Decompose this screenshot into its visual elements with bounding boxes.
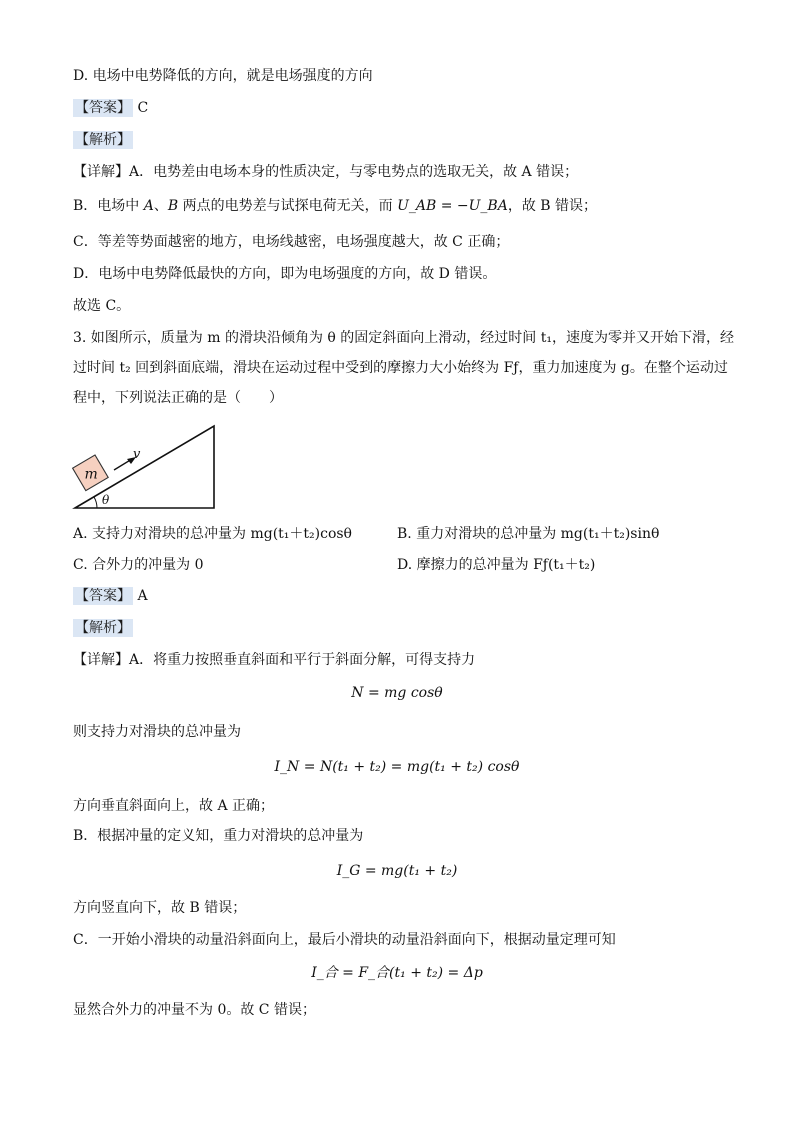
analysis-line <box>73 130 133 150</box>
point-a: A <box>143 198 154 214</box>
conclusion: 故选 C。 <box>73 298 131 314</box>
velocity-label: v <box>133 447 141 462</box>
option-d-q3: D. 摩擦力的总冲量为 Fƒ(t₁＋t₂) <box>397 557 596 573</box>
detail-c: C．等差等势面越密的地方，电场线越密，电场强度越大，故 C 正确； <box>73 234 510 250</box>
uab-equation: U_AB = −U_BA <box>397 198 508 214</box>
angle-arc <box>94 497 97 508</box>
option-c: C. 合外力的冲量为 0 <box>73 557 204 573</box>
q3-detail-c: C．一开始小滑块的动量沿斜面向上，最后小滑块的动量沿斜面向下，根据动量定理可知 <box>73 932 616 948</box>
impulse-n-intro: 则支持力对滑块的总冲量为 <box>73 724 241 740</box>
detail-a: 【详解】A．电势差由电场本身的性质决定，与零电势点的选取无关，故 A 错误； <box>73 164 579 180</box>
option-a: A. 支持力对滑块的总冲量为 mg(t₁＋t₂)cosθ <box>73 526 352 542</box>
option-b: B. 重力对滑块的总冲量为 mg(t₁＋t₂)sinθ <box>397 526 660 542</box>
q3-analysis-line <box>73 618 133 638</box>
angle-label: θ <box>102 493 110 507</box>
block <box>73 455 109 491</box>
q3-detail-b: B．根据冲量的定义知，重力对滑块的总冲量为 <box>73 828 364 844</box>
q3-conclusion-b: 方向竖直向下，故 B 错误； <box>73 900 247 916</box>
q3-stem-line2: 过时间 t₂ 回到斜面底端，滑块在运动过程中受到的摩擦力大小始终为 Fƒ，重力加速度为 g。在整个运动过 <box>73 360 728 376</box>
q3-stem-line1: 3. 如图所示，质量为 m 的滑块沿倾角为 θ 的固定斜面向上滑动，经过时间 t₁，速度为零并又开始下滑，经 <box>73 330 734 346</box>
equation-in: I_N = N(t₁ + t₂) = mg(t₁ + t₂) cosθ <box>274 759 520 775</box>
q3-answer-tag: 【答案】 <box>75 588 131 604</box>
detail-b-pre: B．电场中 <box>73 198 144 214</box>
answer-value: C <box>137 100 149 116</box>
equation-n: N = mg cosθ <box>351 685 443 701</box>
q3-detail-a: 【详解】A．将重力按照垂直斜面和平行于斜面分解，可得支持力 <box>73 652 476 668</box>
q3-conclusion-a: 方向垂直斜面向上，故 A 正确； <box>73 798 275 814</box>
block-label: m <box>84 466 98 483</box>
incline-figure <box>70 420 220 512</box>
answer-tag: 【答案】 <box>75 100 131 116</box>
detail-b <box>73 196 597 216</box>
option-d: D. 电场中电势降低的方向，就是电场强度的方向 <box>73 68 373 84</box>
point-b: B <box>167 198 179 214</box>
analysis-tag: 【解析】 <box>75 132 131 148</box>
q3-conclusion-c: 显然合外力的冲量不为 0。故 C 错误； <box>73 1002 316 1018</box>
q3-answer-line <box>73 586 148 606</box>
equation-ig: I_G = mg(t₁ + t₂) <box>336 863 458 879</box>
detail-b-post: 两点的电势差与试探电荷无关，而 <box>178 198 398 214</box>
q3-answer-value: A <box>137 588 148 604</box>
detail-b-mid: 、 <box>153 198 168 214</box>
q3-stem-line3: 程中，下列说法正确的是（ ） <box>73 390 283 406</box>
detail-b-end: ，故 B 错误； <box>507 198 598 214</box>
answer-line <box>73 98 148 118</box>
detail-d: D．电场中电势降低最快的方向，即为电场强度的方向，故 D 错误。 <box>73 266 497 282</box>
q3-analysis-tag: 【解析】 <box>75 620 131 636</box>
equation-ih: I_合 = F_合(t₁ + t₂) = Δp <box>311 965 483 981</box>
